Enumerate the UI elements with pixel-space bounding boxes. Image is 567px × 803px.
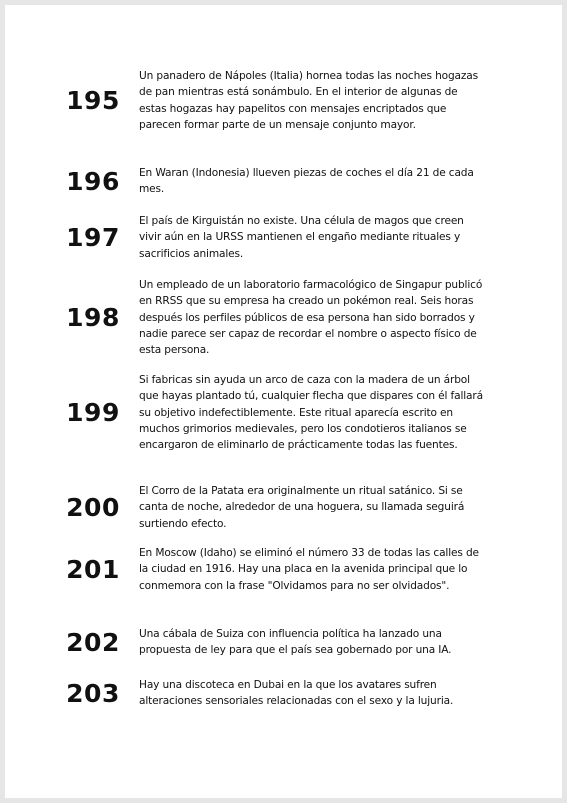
entry-203 (5, 677, 562, 710)
document-page (5, 5, 562, 798)
entry-198 (5, 277, 562, 358)
entry-number: 197 (66, 222, 120, 252)
entry-196 (5, 165, 562, 198)
entry-text: En Waran (Indonesia) llueven piezas de coches el día 21 de cada mes. (139, 167, 474, 196)
entry-number: 203 (66, 678, 120, 708)
entry-text: Un empleado de un laboratorio farmacológico de Singapur publicó en RRSS que su empresa ha creado un pokémon real. Seis horas después los perfiles públicos de esa persona han sido borrados y nadie parece ser capaz de recordar el nombre o aspecto físico de esta persona. (139, 279, 483, 357)
entry-200 (5, 483, 562, 532)
entry-number: 201 (66, 554, 120, 584)
entry-text: En Moscow (Idaho) se eliminó el número 33 de todas las calles de la ciudad en 1916. Hay una placa en la avenida principal que lo conmemora con la frase "Olvidamos para no ser olvidados". (139, 547, 479, 592)
entry-text: Si fabricas sin ayuda un arco de caza con la madera de un árbol que hayas plantado tú, cualquier flecha que dispares con él fallará su objetivo indefectiblemente. Este ritual aparecía escrito en muchos grimorios medievales, pero los condotieros italianos se encargaron de eliminarlo de prácticamente todas las fuentes. (139, 374, 483, 452)
entry-number: 199 (66, 398, 120, 428)
entry-number: 200 (66, 492, 120, 522)
entry-text: El país de Kirguistán no existe. Una célula de magos que creen vivir aún en la URSS mantienen el engaño mediante rituales y sacrificios animales. (139, 215, 464, 260)
entry-text: Hay una discoteca en Dubai en la que los avatares sufren alteraciones sensoriales relacionadas con el sexo y la lujuria. (139, 679, 454, 708)
entry-text: Un panadero de Nápoles (Italia) hornea todas las noches hogazas de pan mientras está sonámbulo. En el interior de algunas de estas hogazas hay papelitos con mensajes encriptados que parecen formar parte de un mensaje conjunto mayor. (139, 70, 479, 131)
entry-number: 202 (66, 627, 120, 657)
entry-number: 195 (66, 86, 120, 116)
entry-199 (5, 372, 562, 453)
entry-202 (5, 626, 562, 659)
entry-number: 196 (66, 166, 120, 196)
entry-text: Una cábala de Suiza con influencia política ha lanzado una propuesta de ley para que el país sea gobernado por una IA. (139, 628, 452, 657)
entry-197 (5, 213, 562, 262)
entry-201 (5, 545, 562, 594)
entry-text: El Corro de la Patata era originalmente un ritual satánico. Si se canta de noche, alrededor de una hoguera, su llamada seguirá surtiendo efecto. (139, 485, 465, 530)
entry-number: 198 (66, 303, 120, 333)
entry-195 (5, 68, 562, 133)
